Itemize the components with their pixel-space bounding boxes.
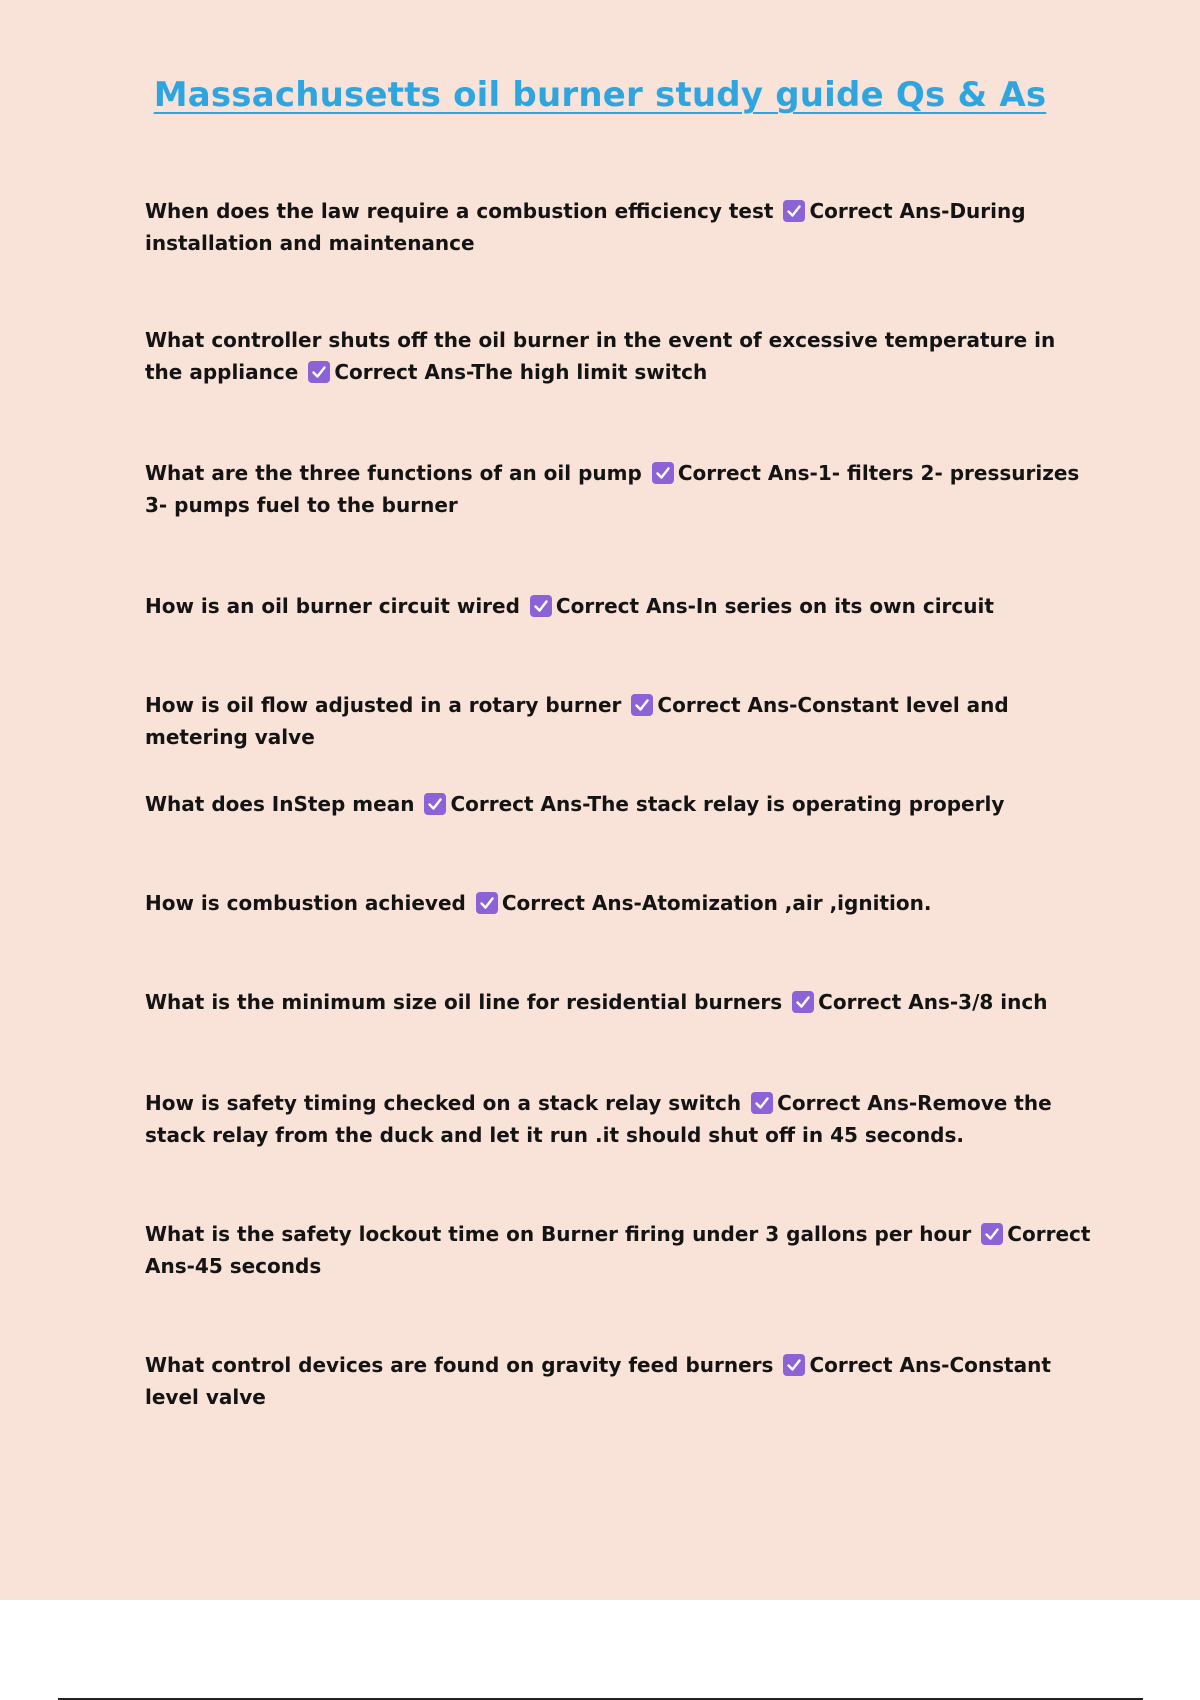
checkbox-checked-icon (981, 1223, 1003, 1245)
qa-item (145, 986, 1095, 1018)
question-text: What does InStep mean (145, 792, 415, 816)
answer-text: Correct Ans-The stack relay is operating properly (450, 792, 1005, 816)
checkbox-checked-icon (476, 892, 498, 914)
checkbox-checked-icon (751, 1092, 773, 1114)
checkbox-checked-icon (783, 200, 805, 222)
question-text: How is an oil burner circuit wired (145, 594, 520, 618)
question-text: When does the law require a combustion efficiency test (145, 199, 774, 223)
answer-text: Correct Ans-Constant level and metering valve (145, 693, 1009, 749)
qa-item (145, 590, 1095, 622)
question-text: What is the safety lockout time on Burner firing under 3 gallons per hour (145, 1222, 972, 1246)
qa-item (145, 1218, 1095, 1282)
question-text: What are the three functions of an oil pump (145, 461, 642, 485)
question-text: What control devices are found on gravity feed burners (145, 1353, 774, 1377)
answer-text: Correct Ans-1- filters 2- pressurizes 3- pumps fuel to the burner (145, 461, 1080, 517)
checkbox-checked-icon (652, 462, 674, 484)
checkbox-checked-icon (308, 361, 330, 383)
qa-item (145, 887, 1095, 919)
checkbox-checked-icon (424, 793, 446, 815)
question-text: How is oil flow adjusted in a rotary burner (145, 693, 622, 717)
question-text: How is safety timing checked on a stack relay switch (145, 1091, 742, 1115)
qa-item (145, 324, 1095, 388)
checkbox-checked-icon (631, 694, 653, 716)
answer-text: Correct Ans-The high limit switch (334, 360, 708, 384)
question-text: What is the minimum size oil line for residential burners (145, 990, 783, 1014)
answer-text: Correct Ans-During installation and maintenance (145, 199, 1026, 255)
qa-item (145, 457, 1095, 521)
question-text: What controller shuts off the oil burner in the event of excessive temperature in the appliance (145, 328, 1056, 384)
qa-item (145, 689, 1095, 753)
answer-text: Correct Ans-45 seconds (145, 1222, 1091, 1278)
checkbox-checked-icon (530, 595, 552, 617)
answer-text: Correct Ans-In series on its own circuit (555, 594, 994, 618)
answer-text: Correct Ans-Constant level valve (145, 1353, 1051, 1409)
answer-text: Correct Ans-Remove the stack relay from the duck and let it run .it should shut off in 45 seconds. (145, 1091, 1052, 1147)
qa-item (145, 1087, 1095, 1151)
qa-item (145, 1349, 1095, 1413)
answer-text: Correct Ans-3/8 inch (818, 990, 1048, 1014)
question-text: How is combustion achieved (145, 891, 466, 915)
checkbox-checked-icon (792, 991, 814, 1013)
document-title: Massachusetts oil burner study guide Qs & As (153, 75, 1047, 115)
qa-item (145, 195, 1095, 259)
checkbox-checked-icon (783, 1354, 805, 1376)
answer-text: Correct Ans-Atomization ,air ,ignition. (501, 891, 932, 915)
qa-item (145, 788, 1095, 820)
